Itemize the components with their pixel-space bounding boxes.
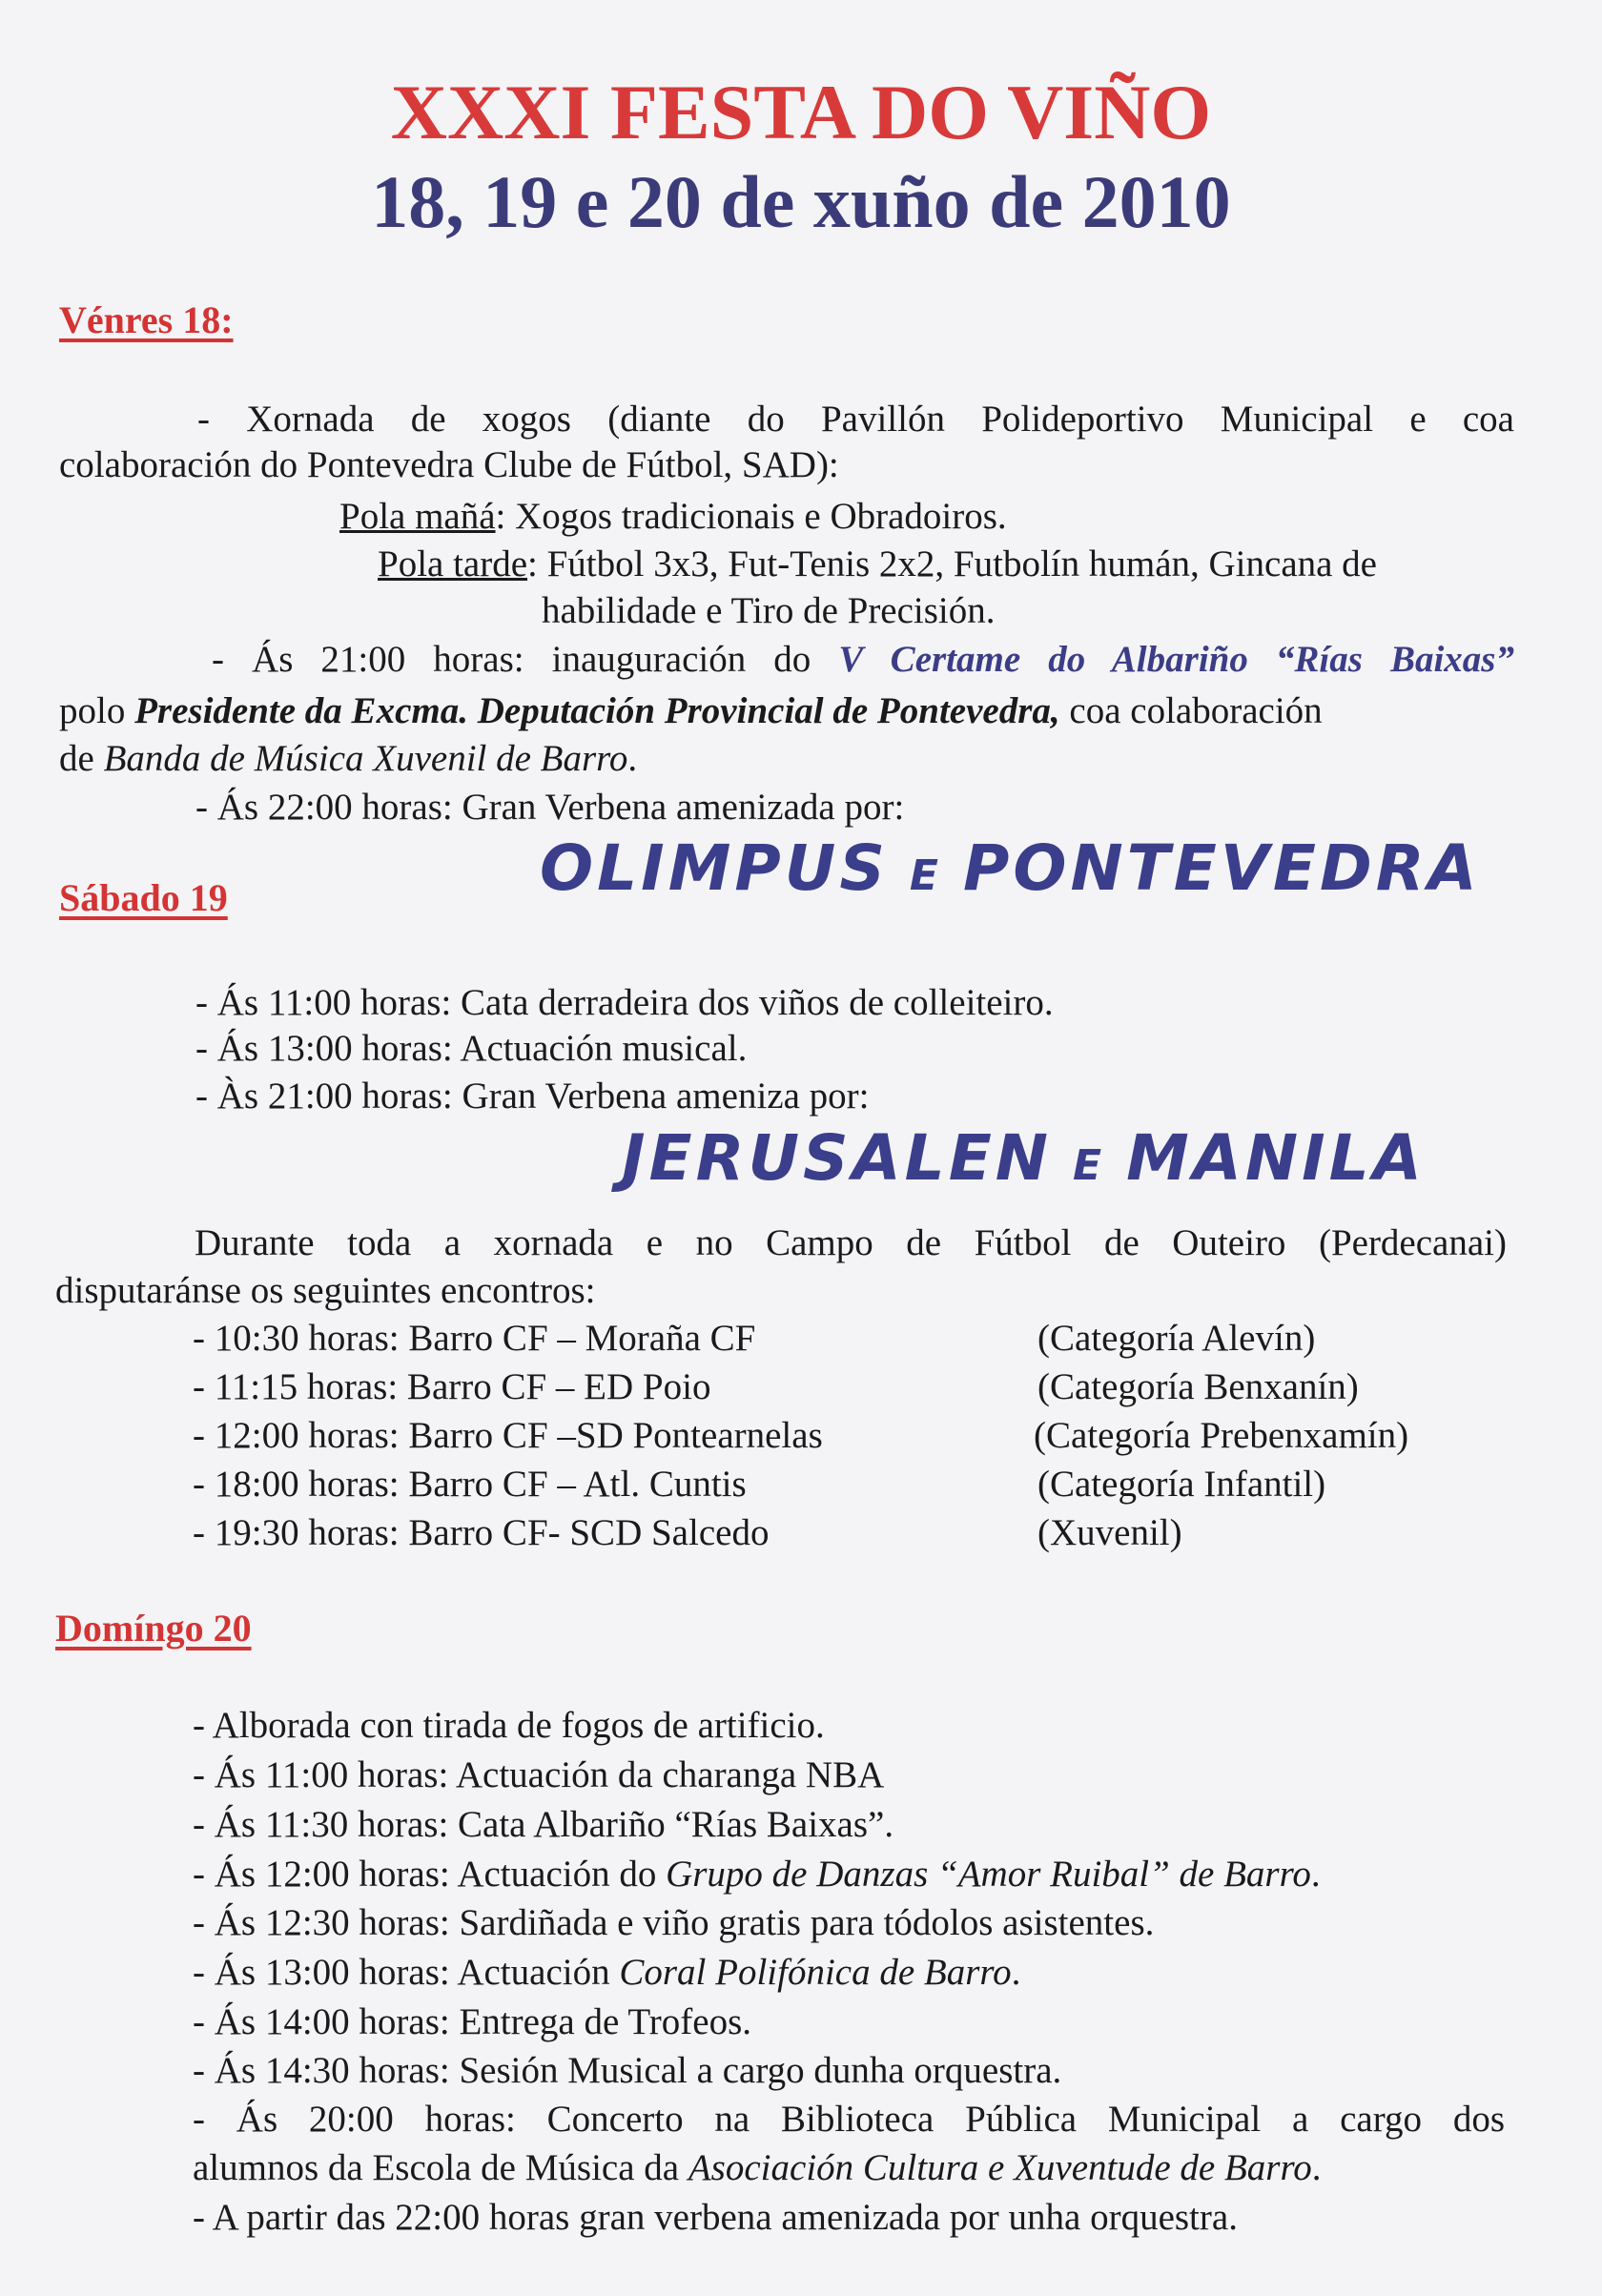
match-time: - 18:00 horas: Barro CF – Atl. Cuntis [193,1464,747,1505]
item9-end: . [1311,2147,1322,2188]
inaug-polo: polo [59,690,135,731]
inaug-pre: - Ás 21:00 horas: inauguración do [212,639,839,680]
item9-pre: alumnos da Escola de Música da [193,2147,688,2188]
band-pontevedra: PONTEVEDRA [962,831,1481,905]
inaug-band: Banda de Música Xuvenil de Barro [103,738,628,779]
saturday-heading: Sábado 19 [59,876,228,919]
sunday-item: - Ás 11:00 horas: Actuación da charanga NBA [193,1754,885,1795]
item4-group: Grupo de Danzas “Amor Ruibal” de Barro [666,1854,1311,1895]
friday-verbena: - Ás 22:00 horas: Gran Verbena amenizada por: [195,787,905,828]
sunday-item: - Ás 20:00 horas: Concerto na Biblioteca Pública Municipal a cargo dos [193,2099,1505,2140]
item9-association: Asociación Cultura e Xuventude de Barro [688,2147,1312,2188]
friday-afternoon-cont: habilidade e Tiro de Precisión. [542,590,996,631]
friday-afternoon [378,542,1377,587]
afternoon-text: : Fútbol 3x3, Fut-Tenis 2x2, Futbolín humán, Gincana de [527,543,1377,584]
match-time: - 12:00 horas: Barro CF –SD Pontearnelas [193,1415,823,1456]
item4-pre: - Ás 12:00 horas: Actuación do [193,1854,667,1895]
item6-end: . [1011,1952,1021,1993]
sunday-item: - A partir das 22:00 horas gran verbena amenizada por unha orquestra. [193,2197,1238,2238]
friday-inauguration-line2 [59,688,1323,734]
inaug-de: de [59,738,104,779]
football-intro-line1: Durante toda a xornada e no Campo de Fútbol de Outeiro (Perdecanai) [195,1222,1507,1263]
inaug-president: Presidente da Excma. Deputación Provincial de Pontevedra, [134,690,1060,731]
band-jerusalen: JERUSALEN [622,1121,1053,1195]
saturday-item: - Ás 11:00 horas: Cata derradeira dos viños de colleiteiro. [195,982,1054,1023]
sunday-item: - Ás 12:30 horas: Sardiñada e viño gratis para tódolos asistentes. [193,1902,1155,1943]
match-category: (Categoría Alevín) [1037,1318,1316,1359]
match-time: - 11:15 horas: Barro CF – ED Poio [193,1366,711,1407]
sunday-item-cont [193,2145,1321,2191]
saturday-item: - Ás 13:00 horas: Actuación musical. [195,1028,748,1069]
item4-end: . [1310,1854,1321,1895]
friday-inauguration-line1 [59,637,1514,683]
match-time: - 10:30 horas: Barro CF – Moraña CF [193,1318,756,1359]
afternoon-label: Pola tarde [378,543,528,584]
friday-bands [540,831,1481,905]
band-olimpus: OLIMPUS [540,831,889,905]
friday-intro-line2: colaboración do Pontevedra Clube de Fútbol, SAD): [59,444,839,485]
friday-heading: Vénres 18: [59,298,234,341]
sunday-item: - Alborada con tirada de fogos de artificio. [193,1705,825,1746]
sunday-item: - Ás 14:30 horas: Sesión Musical a cargo dunha orquestra. [193,2050,1062,2091]
friday-morning [339,494,1007,540]
band-manila: MANILA [1126,1121,1426,1195]
festival-dates: 18, 19 e 20 de xuño de 2010 [371,160,1231,243]
match-category: (Categoría Benxanín) [1037,1366,1359,1407]
sunday-heading: Domíngo 20 [55,1607,252,1650]
festival-title: XXXI FESTA DO VIÑO [390,69,1212,155]
sunday-item: - Ás 11:30 horas: Cata Albariño “Rías Baixas”. [193,1804,894,1845]
saturday-item: - Às 21:00 horas: Gran Verbena ameniza por: [195,1076,870,1117]
inaug-event: V Certame do Albariño “Rías Baixas” [838,639,1514,680]
match-category: (Xuvenil) [1037,1512,1182,1553]
match-category: (Categoría Infantil) [1037,1464,1326,1505]
sunday-item: - Ás 14:00 horas: Entrega de Trofeos. [193,2001,752,2042]
match-time: - 19:30 horas: Barro CF- SCD Salcedo [193,1512,770,1553]
item6-coral: Coral Polifónica de Barro [619,1952,1012,1993]
band-join: E [909,851,942,900]
item6-pre: - Ás 13:00 horas: Actuación [193,1952,620,1993]
friday-intro-line1: - Xornada de xogos (diante do Pavillón Polideportivo Municipal e coa [197,399,1514,440]
morning-label: Pola mañá [339,496,496,537]
morning-text: : Xogos tradicionais e Obradoiros. [495,496,1007,537]
inaug-colab: coa colaboración [1059,690,1323,731]
football-intro-line2: disputaránse os seguintes encontros: [55,1270,596,1311]
sunday-item [193,1852,1321,1897]
match-category: (Categoría Prebenxamín) [1034,1415,1409,1456]
band-join: E [1073,1141,1106,1190]
friday-inauguration-line3 [59,736,637,782]
inaug-end: . [627,738,638,779]
sunday-item [193,1950,1020,1996]
saturday-bands [622,1121,1426,1195]
